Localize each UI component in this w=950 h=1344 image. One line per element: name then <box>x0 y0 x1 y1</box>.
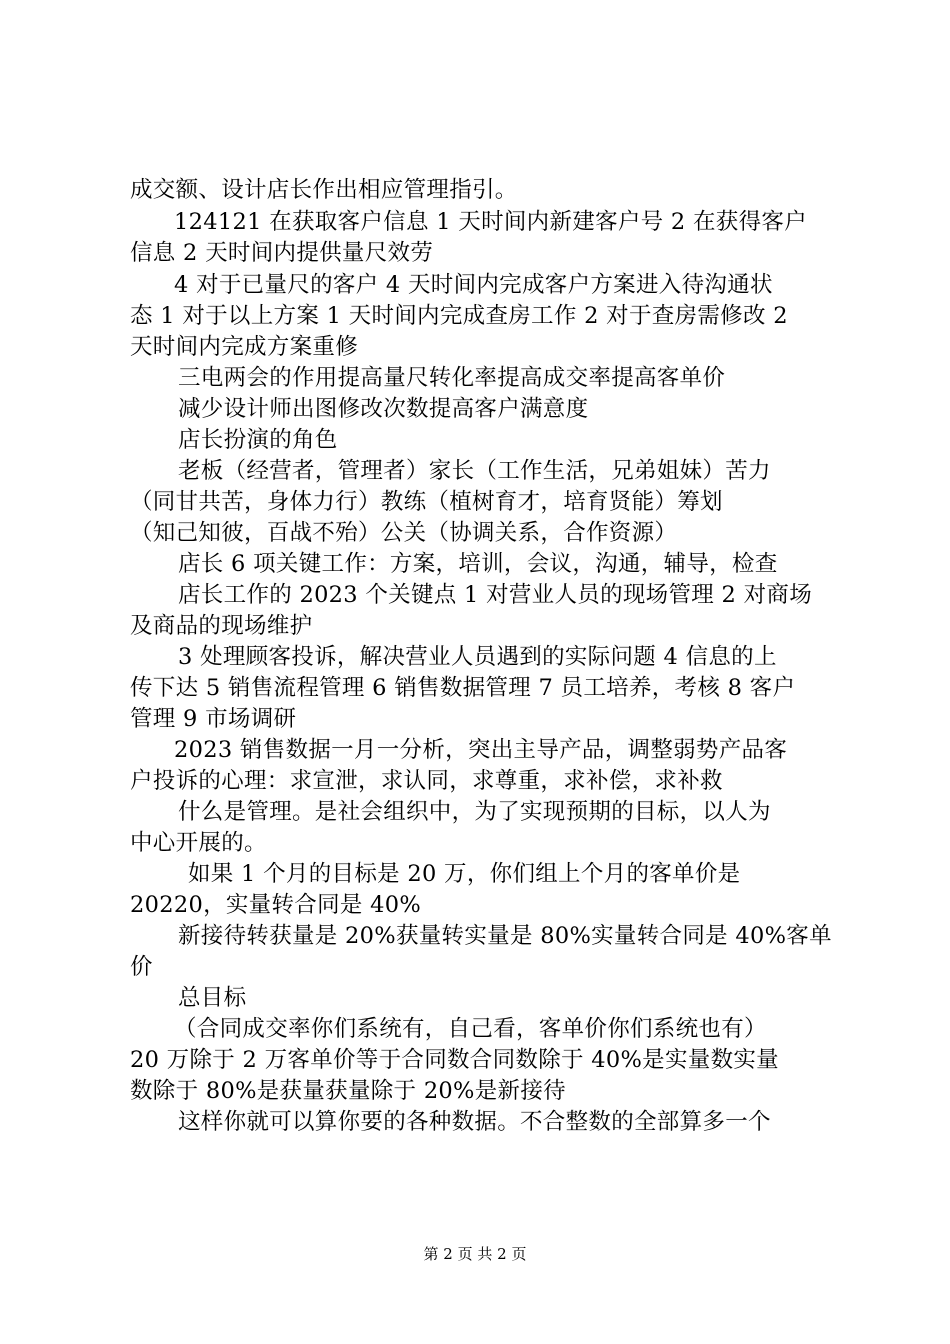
text-line-9: 店长扮演的角色 <box>178 427 338 453</box>
text-line-31: 这样你就可以算你要的各种数据。不合整数的全部算多一个 <box>178 1109 771 1135</box>
page-number-footer: 第 2 页 共 2 页 <box>423 1245 527 1263</box>
text-line-25: 新接待转获量是 20%获量转实量是 80%实量转合同是 40%客单 <box>178 923 832 949</box>
text-line-22: 中心开展的。 <box>130 830 267 856</box>
text-line-13: 店长 6 项关键工作：方案，培训，会议，沟通，辅导，检查 <box>178 551 778 577</box>
text-line-15: 及商品的现场维护 <box>130 613 313 639</box>
text-line-30: 数除于 80%是获量获量除于 20%是新接待 <box>130 1078 566 1104</box>
text-line-2: 124121 在获取客户信息 1 天时间内新建客户号 2 在获得客户 <box>174 209 807 235</box>
text-line-17: 传下达 5 销售流程管理 6 销售数据管理 7 员工培养，考核 8 客户 <box>130 675 796 701</box>
text-line-11: （同甘共苦，身体力行）教练（植树育才，培育贤能）筹划 <box>130 489 723 515</box>
text-line-24: 20220，实量转合同是 40% <box>130 892 422 918</box>
text-line-28: （合同成交率你们系统有，自己看，客单价你们系统也有） <box>174 1016 767 1042</box>
text-line-6: 天时间内完成方案重修 <box>130 334 359 360</box>
text-line-27: 总目标 <box>178 985 247 1011</box>
text-line-12: （知己知彼，百战不殆）公关（协调关系，合作资源） <box>130 520 678 546</box>
text-line-18: 管理 9 市场调研 <box>130 706 297 732</box>
text-line-26: 价 <box>130 954 153 980</box>
text-line-19: 2023 销售数据一月一分析，突出主导产品，调整弱势产品客 <box>174 737 788 763</box>
text-line-1: 成交额、设计店长作出相应管理指引。 <box>130 177 518 203</box>
text-line-10: 老板（经营者，管理者）家长（工作生活，兄弟姐妹）苦力 <box>178 458 771 484</box>
text-line-29: 20 万除于 2 万客单价等于合同数合同数除于 40%是实量数实量 <box>130 1047 779 1073</box>
text-line-16: 3 处理顾客投诉，解决营业人员遇到的实际问题 4 信息的上 <box>178 644 777 670</box>
text-line-8: 减少设计师出图修改次数提高客户满意度 <box>178 396 589 422</box>
text-line-5: 态 1 对于以上方案 1 天时间内完成查房工作 2 对于查房需修改 2 <box>130 303 788 329</box>
text-line-23: 如果 1 个月的目标是 20 万，你们组上个月的客单价是 <box>188 861 741 887</box>
text-line-7: 三电两会的作用提高量尺转化率提高成交率提高客单价 <box>178 365 726 391</box>
text-line-20: 户投诉的心理：求宣泄，求认同，求尊重，求补偿，求补救 <box>130 768 723 794</box>
text-line-14: 店长工作的 2023 个关键点 1 对营业人员的现场管理 2 对商场 <box>178 582 813 608</box>
text-line-3: 信息 2 天时间内提供量尺效劳 <box>130 240 434 266</box>
text-line-4: 4 对于已量尺的客户 4 天时间内完成客户方案进入待沟通状 <box>174 272 773 298</box>
text-line-21: 什么是管理。是社会组织中，为了实现预期的目标，以人为 <box>178 799 771 825</box>
